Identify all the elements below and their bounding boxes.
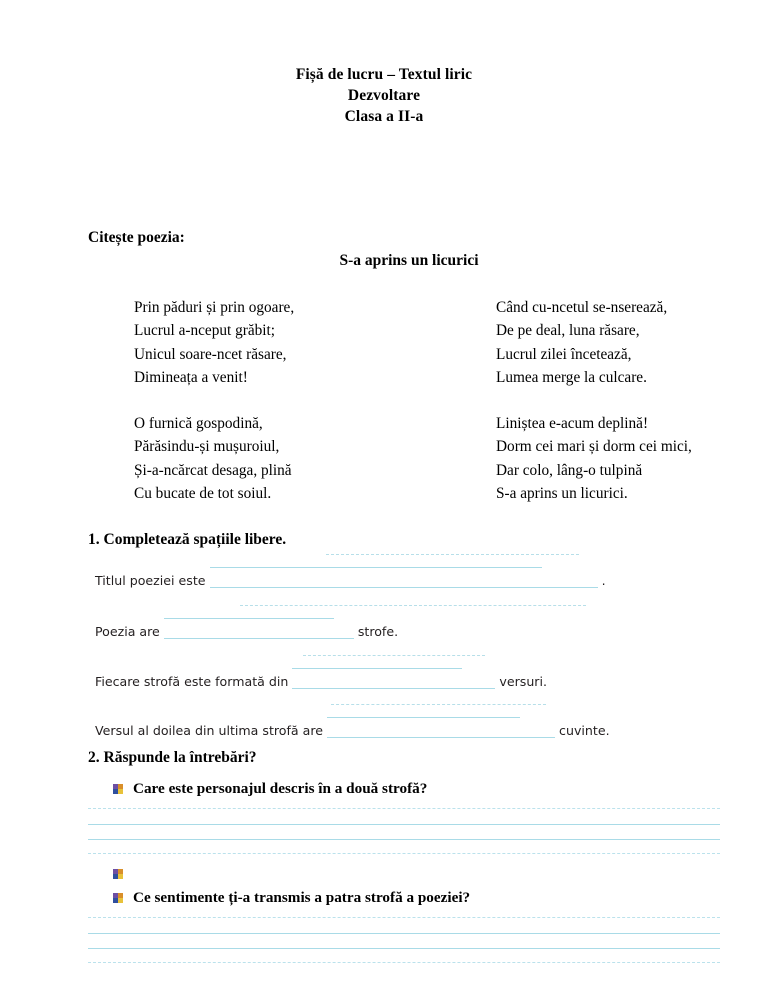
fill-in-row-1 — [95, 571, 606, 589]
document-title-line-3: Clasa a II-a — [344, 108, 424, 125]
fill-in-row-2 — [95, 622, 398, 640]
fill-in-blank-4[interactable] — [327, 721, 555, 735]
rule-base — [210, 587, 598, 588]
rule-base — [164, 638, 354, 639]
read-poem-prompt: Citește poezia: — [88, 229, 185, 246]
poem-stanza-1 — [134, 296, 294, 389]
document-title-line-2: Dezvoltare — [347, 87, 421, 104]
fill-in-row-3 — [95, 672, 547, 690]
fill-in-suffix: . — [601, 573, 606, 588]
poem-stanza-4 — [496, 412, 692, 505]
pinwheel-bullet-icon — [113, 784, 124, 795]
poem-line: Părăsindu-și mușuroiul, — [134, 438, 280, 456]
answer-lines-question-2[interactable] — [88, 917, 720, 965]
poem-line: Prin păduri și prin ogoare, — [134, 299, 295, 316]
fill-in-blank-1[interactable] — [210, 571, 598, 585]
rule-solid — [88, 948, 720, 949]
poem-line: Lucrul a-nceput grăbit; — [134, 322, 276, 340]
rule-solid — [88, 839, 720, 840]
fill-in-label: Titlul poeziei este — [95, 573, 206, 588]
rule-mid — [164, 618, 334, 619]
poem-stanza-3 — [134, 412, 292, 505]
rule-dashed — [88, 917, 720, 918]
fill-in-label: Poezia are — [95, 624, 160, 639]
rule-mid — [327, 717, 520, 718]
poem-line: O furnică gospodină, — [134, 415, 263, 432]
poem-line: Dimineața a venit! — [134, 368, 248, 386]
poem-line: Lumea merge la culcare. — [496, 368, 647, 386]
poem-title: S-a aprins un licurici — [339, 252, 479, 269]
fill-in-label: Fiecare strofă este formată din — [95, 674, 289, 689]
poem-stanza-2 — [496, 296, 667, 389]
fill-in-row-4 — [95, 721, 610, 739]
fill-in-suffix: cuvinte. — [559, 723, 610, 738]
poem-line: De pe deal, luna răsare, — [496, 322, 640, 340]
rule-mid — [210, 567, 542, 568]
poem-line: Liniștea e-acum deplină! — [496, 415, 649, 432]
exercise-2-question-1: Care este personajul descris în a două strofă? — [133, 780, 428, 797]
rule-dashed — [88, 962, 720, 963]
rule-base — [327, 737, 555, 738]
pinwheel-bullet-icon-empty — [113, 869, 124, 880]
poem-line: Dorm cei mari și dorm cei mici, — [496, 438, 692, 456]
fill-in-blank-3[interactable] — [292, 672, 495, 686]
fill-in-suffix: strofe. — [357, 624, 399, 639]
poem-line: Când cu-ncetul se-nserează, — [496, 299, 668, 316]
fill-in-suffix: versuri. — [499, 674, 547, 689]
poem-line: Și-a-ncărcat desaga, plină — [134, 461, 292, 479]
rule-dashed — [88, 853, 720, 854]
fill-in-label: Versul al doilea din ultima strofă are — [95, 723, 324, 738]
exercise-1-heading: 1. Completează spațiile libere. — [88, 531, 287, 548]
rule-solid — [88, 933, 720, 934]
rule-solid — [88, 824, 720, 825]
document-title-line-1: Fișă de lucru – Textul liric — [295, 66, 473, 83]
poem-line: Unicul soare-ncet răsare, — [134, 345, 287, 363]
rule-dashed — [88, 808, 720, 809]
rule-base — [292, 688, 495, 689]
exercise-2-heading: 2. Răspunde la întrebări? — [88, 749, 257, 766]
document-title — [0, 64, 768, 127]
poem-line: Lucrul zilei încetează, — [496, 345, 632, 363]
rule-mid — [292, 668, 462, 669]
answer-lines-question-1[interactable] — [88, 808, 720, 856]
poem-line: Dar colo, lâng-o tulpină — [496, 461, 643, 479]
poem-line: S-a aprins un licurici. — [496, 484, 628, 502]
pinwheel-bullet-icon — [113, 893, 124, 904]
exercise-2-question-2: Ce sentimente ți-a transmis a patra strofă a poeziei? — [133, 889, 471, 906]
fill-in-blank-2[interactable] — [164, 622, 354, 636]
poem-line: Cu bucate de tot soiul. — [134, 484, 272, 502]
poem-body — [0, 296, 768, 511]
